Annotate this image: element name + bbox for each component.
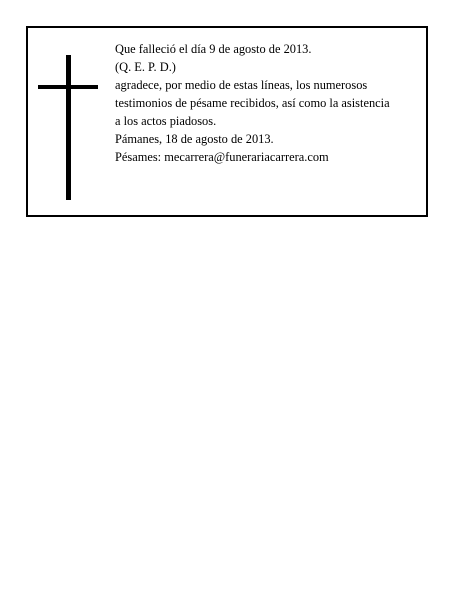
death-date-line: Que falleció el día 9 de agosto de 2013. <box>115 42 312 56</box>
thanks-line-2: testimonios de pésame recibidos, así como la asistencia <box>115 96 390 110</box>
condolences-email-line: Pésames: mecarrera@funerariacarrera.com <box>115 150 329 164</box>
thanks-line-3: a los actos piadosos. <box>115 114 217 128</box>
notice-text <box>115 40 425 166</box>
thanks-line-1: agradece, por medio de estas líneas, los numerosos <box>115 78 368 92</box>
rip-line: (Q. E. P. D.) <box>115 60 176 74</box>
cross-icon <box>38 55 98 200</box>
cross-horizontal-bar <box>38 85 98 89</box>
place-date-line: Pámanes, 18 de agosto de 2013. <box>115 132 274 146</box>
cross-vertical-bar <box>66 55 71 200</box>
obituary-notice <box>26 26 428 217</box>
